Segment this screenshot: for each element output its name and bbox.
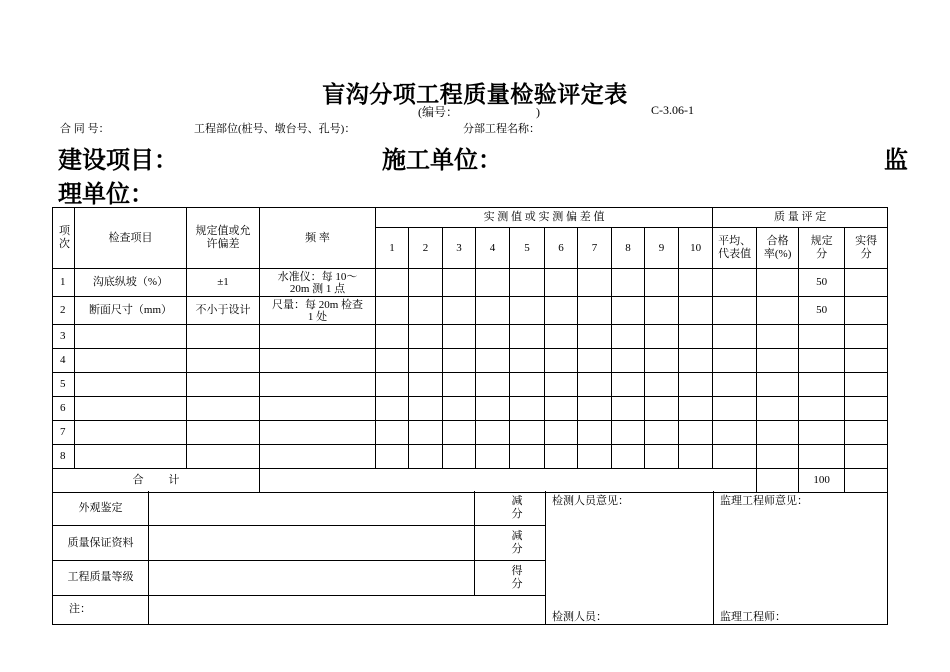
table-row — [53, 421, 888, 445]
header-average: 平均、代表值 — [713, 228, 757, 269]
measure-value-cell[interactable] — [409, 269, 443, 297]
measure-value-cell[interactable] — [545, 297, 578, 325]
measure-col-header: 9 — [645, 228, 679, 269]
actual-score-cell[interactable] — [845, 421, 888, 445]
measure-value-cell[interactable] — [443, 421, 476, 445]
measure-value-cell[interactable] — [510, 373, 545, 397]
measure-value-cell[interactable] — [510, 445, 545, 469]
frequency-cell[interactable] — [260, 325, 376, 349]
pass-rate-cell[interactable] — [757, 373, 799, 397]
measure-col-header: 7 — [578, 228, 612, 269]
check-item-cell[interactable]: 断面尺寸（mm） — [75, 297, 187, 325]
average-cell[interactable] — [713, 269, 757, 297]
measure-value-cell[interactable] — [476, 445, 510, 469]
actual-score-cell[interactable] — [845, 373, 888, 397]
measure-value-cell[interactable] — [510, 325, 545, 349]
frequency-cell[interactable] — [260, 445, 376, 469]
average-cell[interactable] — [713, 297, 757, 325]
table-row — [53, 269, 888, 297]
row-number: 5 — [53, 373, 75, 397]
row-number: 2 — [53, 297, 75, 325]
measure-value-cell[interactable] — [476, 325, 510, 349]
measure-value-cell[interactable] — [578, 397, 612, 421]
spec-score-cell — [799, 445, 845, 469]
measure-value-cell[interactable] — [578, 445, 612, 469]
actual-score-cell[interactable] — [845, 445, 888, 469]
quality-docs-label: 质量保证资料 — [53, 526, 149, 561]
header-frequency: 频 率 — [260, 208, 376, 269]
measure-value-cell[interactable] — [443, 445, 476, 469]
frequency-cell[interactable] — [260, 397, 376, 421]
table-row — [53, 445, 888, 469]
measure-value-cell[interactable] — [578, 421, 612, 445]
appearance-label: 外观鉴定 — [53, 491, 149, 526]
measure-value-cell[interactable] — [578, 269, 612, 297]
measure-value-cell[interactable] — [510, 269, 545, 297]
measure-value-cell[interactable] — [679, 269, 713, 297]
row-number: 6 — [53, 397, 75, 421]
form-number-line — [418, 103, 540, 120]
measure-value-cell[interactable] — [578, 373, 612, 397]
measure-value-cell[interactable] — [612, 373, 645, 397]
measure-value-cell[interactable] — [376, 297, 409, 325]
measure-value-cell[interactable] — [578, 325, 612, 349]
measure-value-cell[interactable] — [443, 373, 476, 397]
check-item-cell[interactable] — [75, 349, 187, 373]
measure-value-cell[interactable] — [545, 325, 578, 349]
check-item-cell[interactable] — [75, 397, 187, 421]
measure-col-header: 8 — [612, 228, 645, 269]
measure-value-cell[interactable] — [376, 421, 409, 445]
measure-value-cell[interactable] — [409, 297, 443, 325]
actual-score-cell[interactable] — [845, 349, 888, 373]
supervision-unit-label-end: 理单位： — [58, 182, 154, 208]
measure-col-header: 4 — [476, 228, 510, 269]
actual-score-cell[interactable] — [845, 397, 888, 421]
frequency-cell[interactable] — [260, 349, 376, 373]
measure-value-cell[interactable] — [612, 349, 645, 373]
pass-rate-cell[interactable] — [757, 397, 799, 421]
supervision-unit-label-start: 监 — [884, 148, 908, 174]
form-code: C-3.06-1 — [651, 103, 694, 117]
construction-project-label: 建设项目： — [58, 148, 178, 174]
spec-score-cell — [799, 397, 845, 421]
measure-value-cell[interactable] — [409, 397, 443, 421]
supervisor-opinion-label: 监理工程师意见： — [720, 495, 808, 507]
measure-col-header: 6 — [545, 228, 578, 269]
quality-docs-deduct-label: 减分 — [475, 526, 546, 561]
measure-value-cell[interactable] — [645, 349, 679, 373]
measure-value-cell[interactable] — [510, 397, 545, 421]
actual-score-cell[interactable] — [845, 269, 888, 297]
measure-value-cell[interactable] — [409, 325, 443, 349]
measure-value-cell[interactable] — [510, 421, 545, 445]
measure-value-cell[interactable] — [376, 397, 409, 421]
measure-value-cell[interactable] — [443, 297, 476, 325]
spec-score-cell — [799, 421, 845, 445]
average-cell[interactable] — [713, 373, 757, 397]
measure-value-cell[interactable] — [679, 421, 713, 445]
measure-value-cell[interactable] — [510, 349, 545, 373]
inspector-opinion-cell[interactable] — [546, 491, 714, 625]
check-item-cell[interactable] — [75, 373, 187, 397]
measure-value-cell[interactable] — [645, 269, 679, 297]
measure-value-cell[interactable] — [545, 397, 578, 421]
row-number: 1 — [53, 269, 75, 297]
average-cell[interactable] — [713, 445, 757, 469]
measure-value-cell[interactable] — [612, 445, 645, 469]
note-label: 注： — [53, 595, 149, 624]
supervisor-opinion-cell[interactable] — [714, 491, 888, 625]
measure-value-cell[interactable] — [612, 397, 645, 421]
measure-value-cell[interactable] — [645, 421, 679, 445]
measure-col-header: 1 — [376, 228, 409, 269]
measure-value-cell[interactable] — [645, 373, 679, 397]
measure-value-cell[interactable] — [578, 349, 612, 373]
measure-value-cell[interactable] — [476, 349, 510, 373]
measure-value-cell[interactable] — [443, 397, 476, 421]
header-quality-evaluation: 质 量 评 定 — [713, 208, 888, 228]
measure-value-cell[interactable] — [612, 421, 645, 445]
header-spec-score: 规定分 — [799, 228, 845, 269]
contractor-label: 施工单位： — [382, 148, 502, 174]
spec-cell[interactable] — [187, 373, 260, 397]
contract-number-label: 合 同 号： — [60, 123, 110, 135]
table-row — [53, 349, 888, 373]
spec-score-cell — [799, 349, 845, 373]
measure-value-cell[interactable] — [409, 349, 443, 373]
measure-value-cell[interactable] — [409, 421, 443, 445]
frequency-cell[interactable]: 尺量：每 20m 检查 1 处 — [260, 297, 376, 325]
header-check-item: 检查项目 — [75, 208, 187, 269]
measure-value-cell[interactable] — [376, 349, 409, 373]
measure-value-cell[interactable] — [645, 397, 679, 421]
average-cell[interactable] — [713, 397, 757, 421]
summary-table — [52, 491, 888, 625]
measure-value-cell[interactable] — [376, 325, 409, 349]
actual-score-cell[interactable] — [845, 297, 888, 325]
total-actual-score[interactable] — [845, 469, 888, 493]
measure-value-cell[interactable] — [476, 269, 510, 297]
measure-value-cell[interactable] — [679, 373, 713, 397]
measure-value-cell[interactable] — [376, 373, 409, 397]
pass-rate-cell[interactable] — [757, 269, 799, 297]
table-row — [53, 297, 888, 325]
measure-value-cell[interactable] — [476, 397, 510, 421]
form-number-suffix: ) — [536, 105, 540, 119]
inspection-table — [52, 207, 888, 493]
frequency-cell[interactable] — [260, 373, 376, 397]
spec-score-cell: 50 — [799, 269, 845, 297]
header-item-no: 项次 — [53, 208, 75, 269]
supervisor-signature-label: 监理工程师： — [720, 611, 786, 623]
measure-value-cell[interactable] — [443, 325, 476, 349]
measure-value-cell[interactable] — [679, 349, 713, 373]
measure-col-header: 10 — [679, 228, 713, 269]
measure-value-cell[interactable] — [476, 297, 510, 325]
check-item-cell[interactable] — [75, 445, 187, 469]
header-measured-values: 实 测 值 或 实 测 偏 差 值 — [376, 208, 713, 228]
pass-rate-cell[interactable] — [757, 325, 799, 349]
check-item-cell[interactable]: 沟底纵坡（%） — [75, 269, 187, 297]
spec-cell[interactable]: 不小于设计 — [187, 297, 260, 325]
measure-value-cell[interactable] — [645, 297, 679, 325]
measure-value-cell[interactable] — [545, 373, 578, 397]
appearance-value[interactable] — [149, 491, 475, 526]
measure-value-cell[interactable] — [679, 297, 713, 325]
measure-value-cell[interactable] — [612, 269, 645, 297]
spec-score-cell: 50 — [799, 297, 845, 325]
average-cell[interactable] — [713, 325, 757, 349]
measure-value-cell[interactable] — [510, 297, 545, 325]
pass-rate-cell[interactable] — [757, 349, 799, 373]
total-blank[interactable] — [260, 469, 757, 493]
location-label: 工程部位(桩号、墩台号、孔号)： — [194, 123, 356, 135]
measure-value-cell[interactable] — [578, 297, 612, 325]
appearance-deduct-label: 减分 — [475, 491, 546, 526]
average-cell[interactable] — [713, 421, 757, 445]
spec-cell[interactable] — [187, 445, 260, 469]
measure-value-cell[interactable] — [545, 349, 578, 373]
table-row — [53, 325, 888, 349]
note-value[interactable] — [149, 595, 546, 624]
inspector-opinion-label: 检测人员意见： — [552, 495, 629, 507]
measure-value-cell[interactable] — [476, 421, 510, 445]
measure-value-cell[interactable] — [376, 445, 409, 469]
header-actual-score: 实得分 — [845, 228, 888, 269]
row-number: 4 — [53, 349, 75, 373]
quality-grade-score-label: 得分 — [475, 561, 546, 596]
measure-value-cell[interactable] — [612, 297, 645, 325]
measure-value-cell[interactable] — [545, 269, 578, 297]
inspector-signature-label: 检测人员： — [552, 611, 607, 623]
measure-col-header: 5 — [510, 228, 545, 269]
row-number: 7 — [53, 421, 75, 445]
pass-rate-cell[interactable] — [757, 421, 799, 445]
quality-grade-value[interactable] — [149, 561, 475, 596]
measure-value-cell[interactable] — [376, 269, 409, 297]
measure-value-cell[interactable] — [545, 445, 578, 469]
total-spec-score: 100 — [799, 469, 845, 493]
measure-col-header: 2 — [409, 228, 443, 269]
measure-value-cell[interactable] — [612, 325, 645, 349]
measure-value-cell[interactable] — [409, 373, 443, 397]
spec-score-cell — [799, 373, 845, 397]
quality-grade-label: 工程质量等级 — [53, 561, 149, 596]
measure-value-cell[interactable] — [443, 349, 476, 373]
pass-rate-cell[interactable] — [757, 445, 799, 469]
header-spec: 规定值或允许偏差 — [187, 208, 260, 269]
table-row — [53, 373, 888, 397]
measure-value-cell[interactable] — [645, 445, 679, 469]
measure-value-cell[interactable] — [545, 421, 578, 445]
spec-score-cell — [799, 325, 845, 349]
total-label — [53, 469, 260, 493]
spec-cell[interactable] — [187, 349, 260, 373]
measure-col-header: 3 — [443, 228, 476, 269]
spec-cell[interactable] — [187, 421, 260, 445]
average-cell[interactable] — [713, 349, 757, 373]
measure-value-cell[interactable] — [679, 445, 713, 469]
measure-value-cell[interactable] — [443, 269, 476, 297]
subproject-name-label: 分部工程名称： — [463, 123, 540, 135]
actual-score-cell[interactable] — [845, 325, 888, 349]
row-number: 3 — [53, 325, 75, 349]
quality-docs-value[interactable] — [149, 526, 475, 561]
total-label-text: 合 计 — [132, 474, 180, 486]
measure-value-cell[interactable] — [679, 325, 713, 349]
total-row — [53, 469, 888, 493]
row-number: 8 — [53, 445, 75, 469]
check-item-cell[interactable] — [75, 325, 187, 349]
header-pass-rate: 合格率(%) — [757, 228, 799, 269]
spec-cell[interactable]: ±1 — [187, 269, 260, 297]
page-title: 盲沟分项工程质量检验评定表 — [322, 82, 628, 107]
spec-cell[interactable] — [187, 397, 260, 421]
pass-rate-cell[interactable] — [757, 297, 799, 325]
measure-value-cell[interactable] — [679, 397, 713, 421]
check-item-cell[interactable] — [75, 421, 187, 445]
measure-value-cell[interactable] — [409, 445, 443, 469]
total-pass-rate[interactable] — [757, 469, 799, 493]
measure-value-cell[interactable] — [476, 373, 510, 397]
measure-value-cell[interactable] — [645, 325, 679, 349]
spec-cell[interactable] — [187, 325, 260, 349]
table-row — [53, 397, 888, 421]
form-number-prefix: (编号： — [418, 105, 458, 119]
frequency-cell[interactable] — [260, 421, 376, 445]
frequency-cell[interactable]: 水准仪：每 10～20m 测 1 点 — [260, 269, 376, 297]
